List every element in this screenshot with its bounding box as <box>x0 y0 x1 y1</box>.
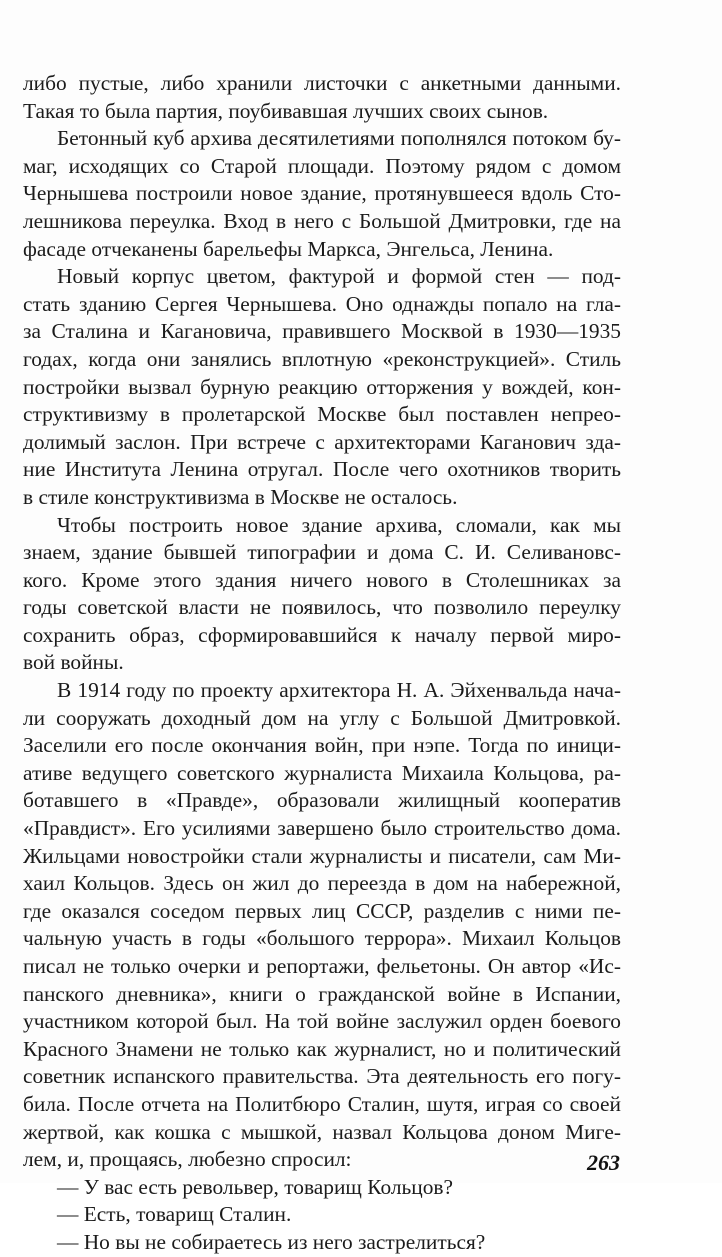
text-line: годы советской власти не появилось, что позволило переулку <box>23 595 621 620</box>
text-line: маг, исходящих со Старой площади. Поэтому рядом с домом <box>23 153 621 178</box>
text-line: ли сооружать доходный дом на углу с Большой Дмитровкой. <box>23 705 621 730</box>
text-line: жертвой, как кошка с мышкой, назвал Кольцова доном Мигe- <box>23 1119 621 1144</box>
text-line: советник испанского правительства. Эта деятельность его погу- <box>23 1064 621 1089</box>
text-line: долимый заслон. При встрече с архитекторами Каганович зда- <box>23 429 621 454</box>
text-line: где оказался соседом первых лиц СССР, разделив с ними пе- <box>23 898 621 923</box>
text-line: в стиле конструктивизма в Москве не осталось. <box>23 484 458 509</box>
text-line: чальную участь в годы «большого террора». Михаил Кольцов <box>23 926 621 951</box>
text-line: — Но вы не собираетесь из него застрелиться? <box>57 1229 486 1254</box>
text-line: хаил Кольцов. Здесь он жил до переезда в дом на набережной, <box>23 871 621 896</box>
text-line: — Есть, товарищ Сталин. <box>57 1202 292 1227</box>
text-line: Новый корпус цветом, фактурой и формой стен — под- <box>57 264 621 289</box>
text-line: лешникова переулка. Вход в него с Большой Дмитровки, где на <box>23 208 621 233</box>
text-line: участником которой был. На той войне заслужил орден боевого <box>23 1009 621 1034</box>
text-line: писал не только очерки и репортажи, фельетоны. Он автор «Ис- <box>23 954 621 978</box>
text-line: ативе ведущего советского журналиста Михаила Кольцова, ра- <box>23 760 621 785</box>
text-line: Бетонный куб архива десятилетиями пополнялся потоком бу- <box>57 126 621 151</box>
text-line: «Правдист». Его усилиями завершено было строительство дома. <box>23 816 621 841</box>
text-line: вой войны. <box>23 650 124 675</box>
text-line: фасаде отчеканены барельефы Маркса, Энгельса, Ленина. <box>23 236 554 261</box>
text-line: стать зданию Сергея Чернышева. Оно однажды попало на гла- <box>23 291 621 316</box>
text-line: В 1914 году по проекту архитектора Н. А. Эйхенвальда нача- <box>57 678 621 703</box>
text-line: сохранить образ, сформировавшийся к началу первой миро- <box>23 622 621 647</box>
text-line: постройки вызвал бурную реакцию отторжения у вождей, кон- <box>23 374 621 399</box>
text-line: ботавшего в «Правде», образовали жилищный кооператив <box>23 788 621 813</box>
text-line: Такая то была партия, поубивавшая лучших своих сынов. <box>23 98 549 123</box>
text-line: била. После отчета на Политбюро Сталин, шутя, играя со своей <box>23 1091 621 1116</box>
text-line: панского дневника», книги о гражданской войне в Испании, <box>23 981 621 1006</box>
text-line: годах, когда они занялись вплотную «реконструкцией». Стиль <box>23 346 621 371</box>
text-line: структивизму в пролетарской Москве был поставлен непрео- <box>23 402 621 427</box>
text-line: Заселили его после окончания войн, при нэпе. Тогда по иници- <box>23 733 621 758</box>
text-line: кого. Кроме этого здания ничего нового в Столешниках за <box>23 567 621 592</box>
text-line: либо пустые, либо хранили листочки с анкетными данными. <box>23 71 621 95</box>
text-line: Жильцами новостройки стали журналисты и писатели, сам Ми- <box>23 843 621 868</box>
text-line: знаем, здание бывшей типографии и дома С. И. Селивановс- <box>23 540 621 565</box>
text-line: Чернышева построили новое здание, протянувшееся вдоль Сто- <box>23 181 621 206</box>
text-line: Чтобы построить новое здание архива, сломали, как мы <box>57 512 621 537</box>
text-line: за Сталина и Кагановича, правившего Москвой в 1930—1935 <box>23 319 621 344</box>
text-line: ние Института Ленина отругал. После чего охотников творить <box>23 457 621 482</box>
text-line: Красного Знамени не только как журналист, но и политический <box>23 1036 621 1061</box>
body-text <box>23 70 621 1257</box>
text-line: — У вас есть револьвер, товарищ Кольцов? <box>57 1174 454 1199</box>
page-number: 263 <box>587 1150 620 1175</box>
text-line: лем, и, прощаясь, любезно спросил: <box>23 1147 352 1172</box>
